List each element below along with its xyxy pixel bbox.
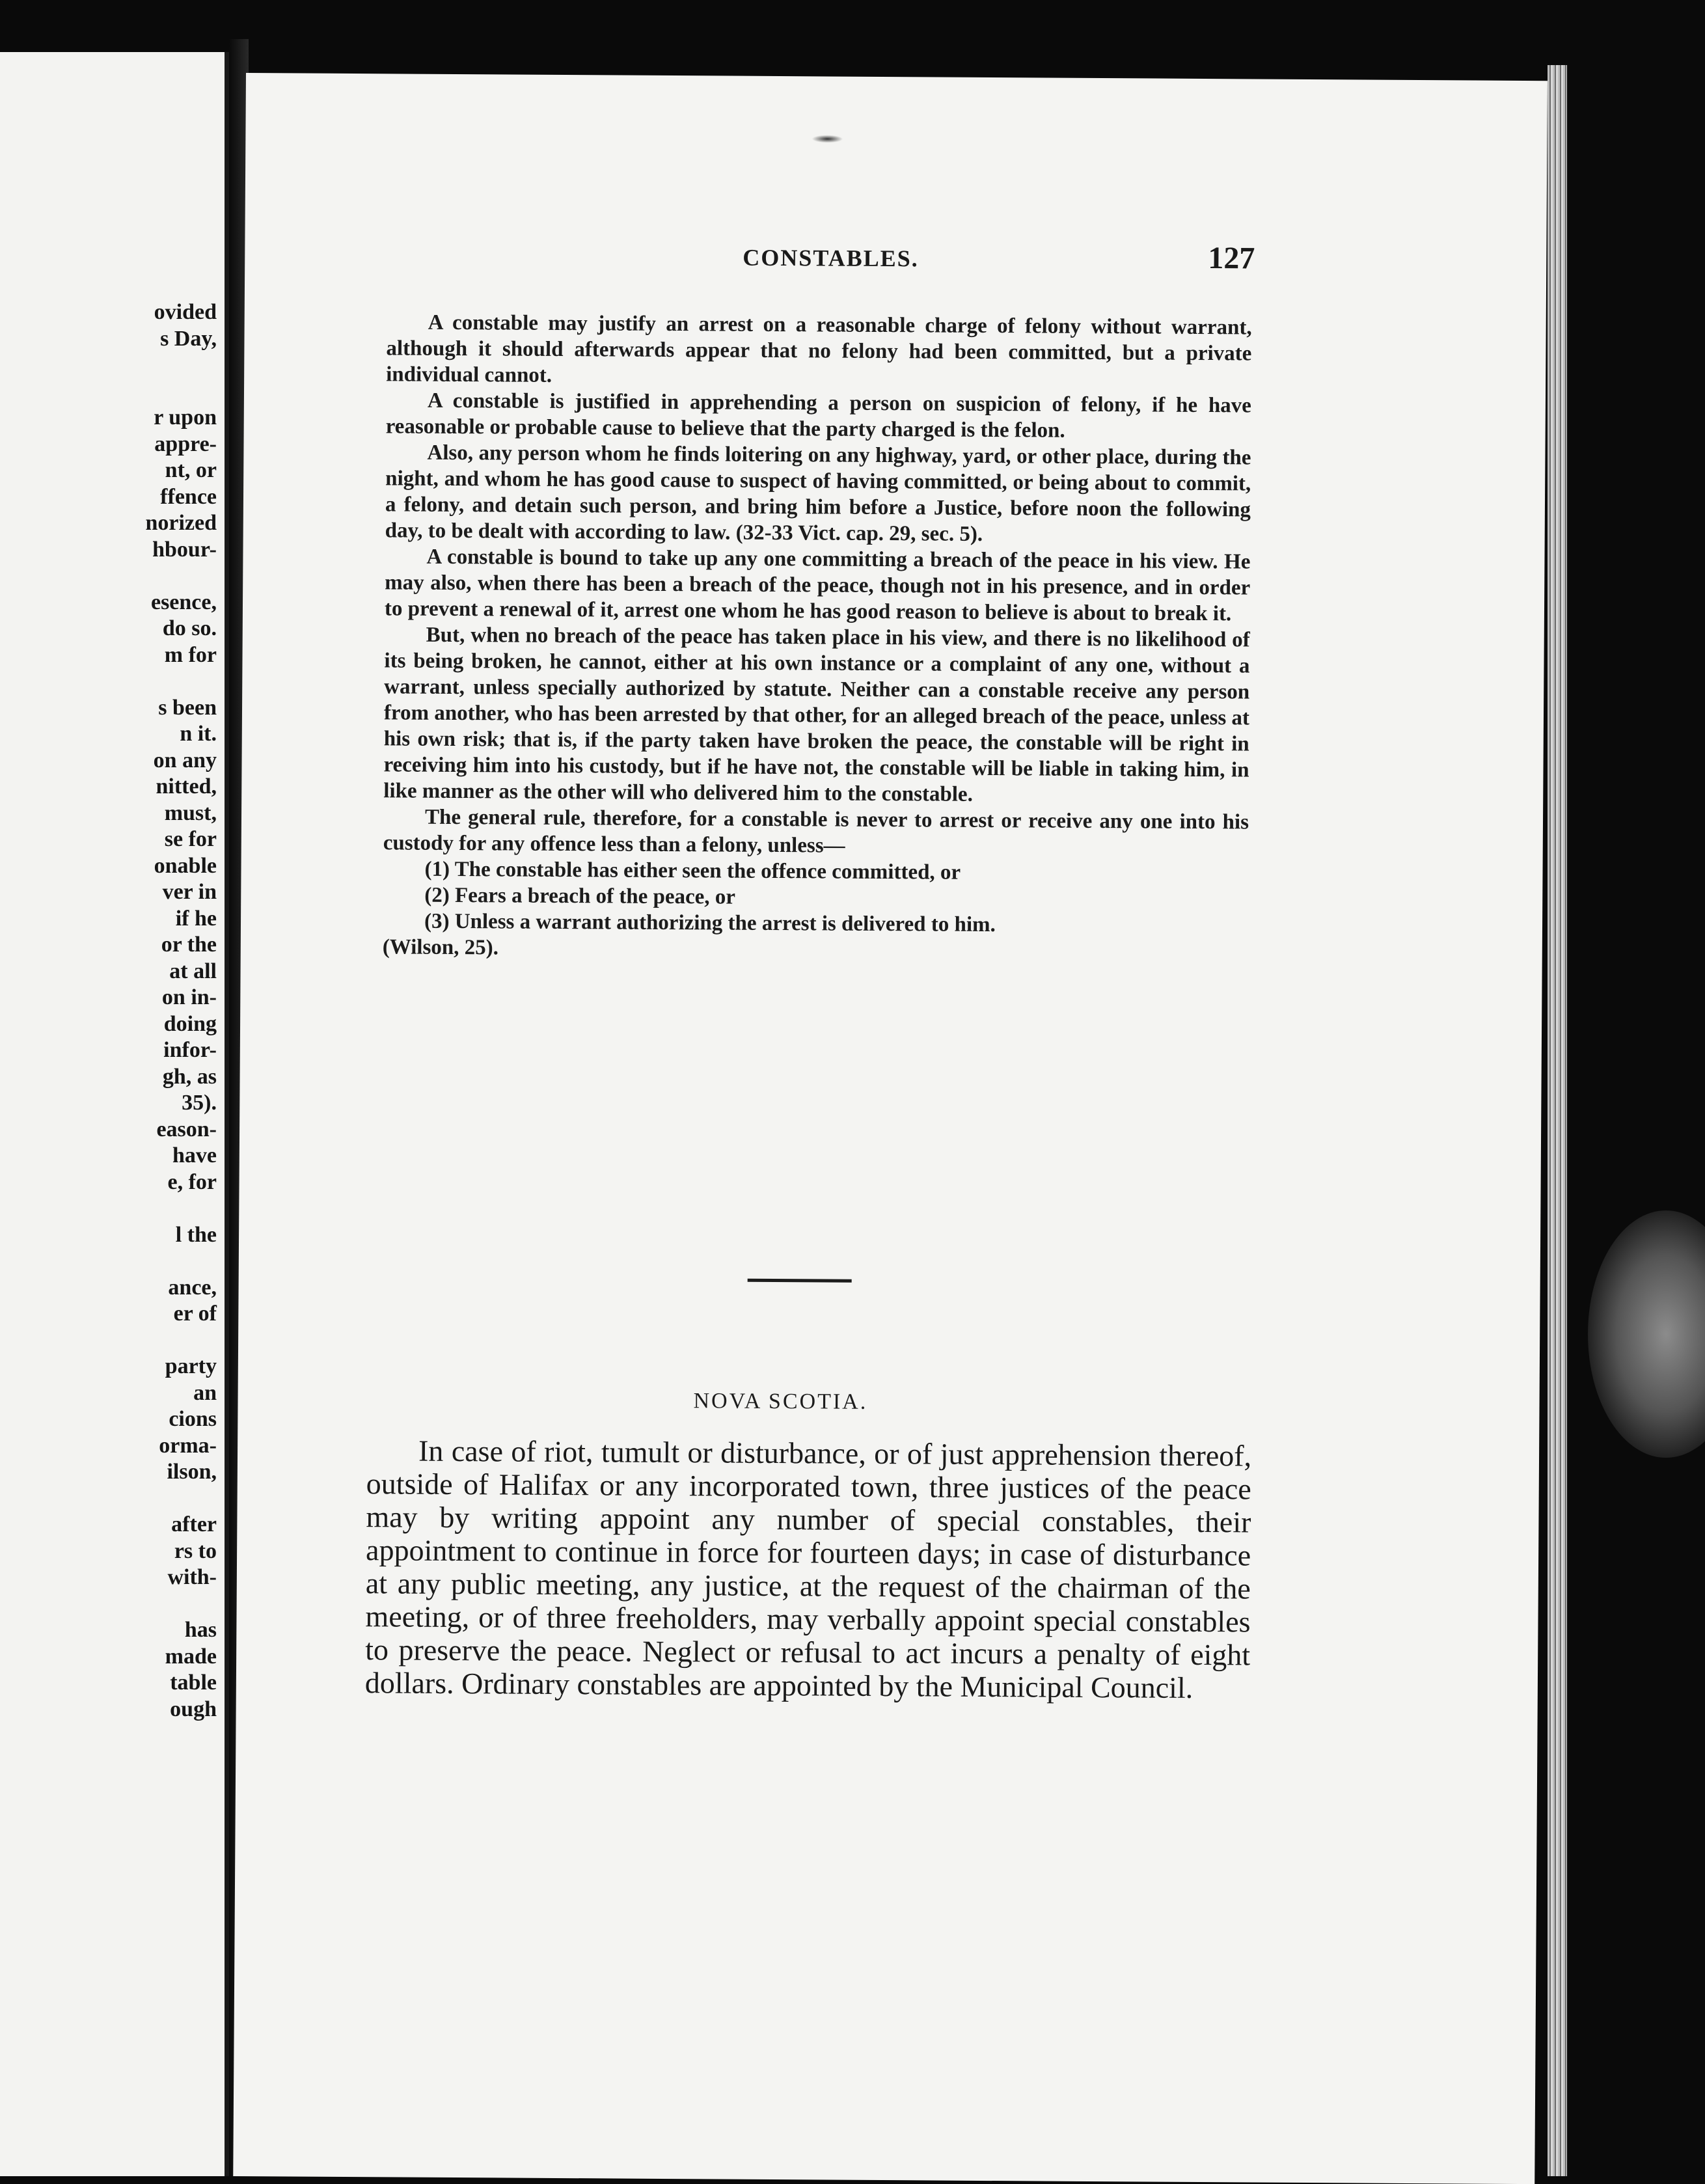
paragraph: The general rule, therefore, for a constable is never to arrest or receive any one into his custody for any offence less than a felony, unless— <box>383 805 1249 858</box>
facing-line: on in- <box>161 985 217 1009</box>
facing-line: cions <box>169 1407 217 1431</box>
facing-line: nt, or <box>165 458 217 482</box>
facing-line: table <box>170 1671 217 1695</box>
facing-line: or the <box>161 933 217 957</box>
paragraph: But, when no breach of the peace has taken place in his view, and there is no likelihood of its being broken, he cannot, either at his own instance or a complaint of any one, without a warrant, unless specially authorized by statute. Neither can a constable receive any person from another, who has been arrested by that other, for an alleged breach of the peace, unless at his own risk; that is, if the party taken have broken the peace, the constable will be right in receiving him into his custody, but if he have not, the constable will be liable in taking him, in like manner as the other will who delivered him to the constable. <box>383 623 1250 806</box>
facing-line <box>2 352 217 379</box>
facing-line <box>2 1195 217 1222</box>
facing-line: e, for <box>167 1169 217 1194</box>
facing-line: esence, <box>150 590 217 614</box>
page-127 <box>233 73 1548 2184</box>
nova-scotia-text <box>365 1434 1251 1704</box>
facing-page-left <box>0 52 231 2176</box>
facing-line: onable <box>154 853 217 878</box>
facing-line: with- <box>167 1565 217 1589</box>
facing-line: after <box>171 1512 217 1536</box>
facing-line: eason- <box>156 1117 217 1141</box>
conditions-list <box>383 856 1249 939</box>
facing-line: doing <box>163 1011 217 1036</box>
facing-line <box>2 1248 217 1275</box>
facing-line: orma- <box>159 1433 217 1458</box>
paragraph: A constable may justify an arrest on a reasonable charge of felony without warrant, although it should afterwards appear that no felony had been committed, but a private individual cannot. <box>386 310 1252 387</box>
scan-smudge <box>812 135 843 143</box>
facing-line: s been <box>158 695 217 720</box>
facing-line: ough <box>170 1697 217 1721</box>
paragraph: A constable is justified in apprehending a person on suspicion of felony, if he have reasonable or probable cause to believe that the party charged is the felon. <box>385 389 1252 443</box>
scanner-thumb-shadow <box>1588 1210 1705 1458</box>
facing-line: rs to <box>174 1538 217 1563</box>
facing-line: n it. <box>180 722 217 746</box>
condition-item: (2) Fears a breach of the peace, or <box>424 883 736 909</box>
facing-line: infor- <box>163 1038 217 1062</box>
facing-line: an <box>193 1380 217 1405</box>
facing-line <box>2 1486 217 1512</box>
facing-line: ver in <box>162 880 217 904</box>
facing-line: l the <box>175 1222 217 1247</box>
paragraph: A constable is bound to take up any one committing a breach of the peace in his view. He may also, when there has been a breach of the peace, though not in his presence, and in order to prevent a renewal of it, arrest one whom he has good reason to believe is about to break it. <box>384 545 1251 626</box>
facing-line: ffence <box>160 484 217 509</box>
facing-line: m for <box>164 642 217 667</box>
facing-page-text <box>2 299 217 1723</box>
facing-line: if he <box>175 906 217 931</box>
facing-line <box>2 563 217 590</box>
facing-line: hbour- <box>152 537 217 562</box>
facing-line: has <box>184 1618 217 1642</box>
facing-line: on any <box>153 748 217 772</box>
section-heading: NOVA SCOTIA. <box>693 1389 868 1414</box>
facing-line: er of <box>173 1302 217 1326</box>
facing-line: ovided <box>154 300 217 324</box>
facing-line <box>2 1328 217 1354</box>
running-head: CONSTABLES. <box>743 244 919 272</box>
facing-line <box>2 379 217 405</box>
constables-body <box>383 309 1252 965</box>
paragraph: Also, any person whom he finds loitering on any highway, yard, or other place, during the night, and whom he has good cause to suspect of having committed, or being about to commit, a felony, and detain such person, and bring him before a Justice, before noon the following day, to be dealt with according to law. (32-33 Vict. cap. 29, sec. 5). <box>385 441 1251 546</box>
facing-line: 35). <box>182 1091 217 1115</box>
page-number: 127 <box>1208 241 1255 276</box>
facing-line: norized <box>145 511 217 535</box>
facing-line: ance, <box>168 1275 217 1300</box>
facing-line: appre- <box>154 431 217 456</box>
facing-line: party <box>165 1354 217 1378</box>
facing-line: do so. <box>162 616 217 640</box>
condition-item: (1) The constable has either seen the offence committed, or <box>424 857 961 884</box>
facing-line: gh, as <box>162 1064 217 1089</box>
facing-line: must, <box>164 800 217 825</box>
facing-line: r upon <box>154 405 217 430</box>
facing-line <box>2 1591 217 1618</box>
facing-line: nitted, <box>156 774 217 799</box>
facing-line <box>2 668 217 695</box>
section-divider <box>748 1279 852 1283</box>
condition-item: (3) Unless a warrant authorizing the arrest is delivered to him. <box>424 909 996 937</box>
citation: (Wilson, 25). <box>382 935 499 960</box>
facing-line: s Day, <box>160 326 217 351</box>
paragraph: In case of riot, tumult or disturbance, or of just apprehension thereof, outside of Halifax or any incorporated town, three justices of the peace may by writing appoint any number of special constables, their appointment to continue in force for fourteen days; in case of disturbance at any public meeting, any justice, at the request of the chairman of the meeting, or of three freeholders, may verbally appoint special constables to preserve the peace. Neglect or refusal to act incurs a penalty of eight dollars. Ordinary constables are appointed by the Municipal Council. <box>364 1434 1252 1704</box>
facing-line: ilson, <box>167 1460 217 1484</box>
facing-line: made <box>165 1644 217 1669</box>
facing-line: se for <box>164 827 217 851</box>
facing-line: have <box>172 1143 217 1167</box>
page-edges <box>1548 65 1567 2176</box>
facing-line: at all <box>169 959 217 983</box>
